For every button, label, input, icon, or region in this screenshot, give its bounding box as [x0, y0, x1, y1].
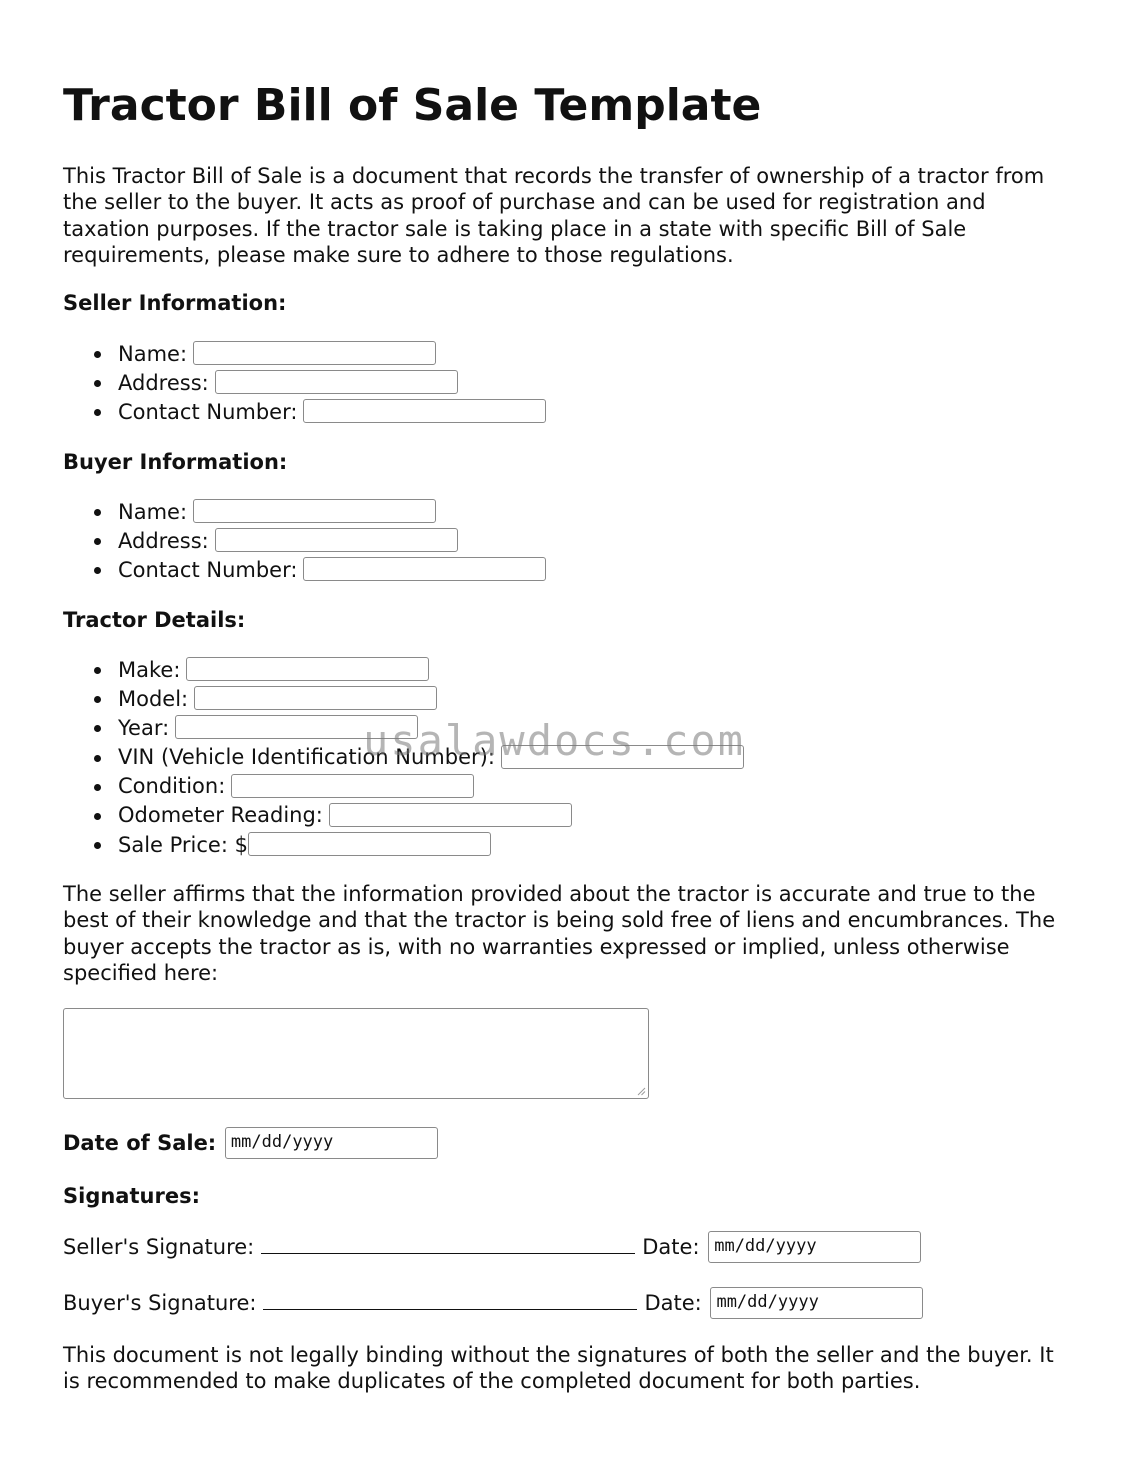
- buyer-fields: [63, 497, 546, 585]
- buyer-name-label: Name:: [118, 499, 188, 524]
- list-item: [63, 368, 546, 397]
- list-item: [63, 684, 744, 713]
- list-item: [63, 526, 546, 555]
- date-of-sale-label: Date of Sale:: [63, 1131, 217, 1155]
- list-item: [63, 801, 744, 830]
- buyer-contact-label: Contact Number:: [118, 557, 298, 582]
- seller-contact-input[interactable]: [303, 399, 546, 423]
- watermark: usalawdocs.com: [363, 716, 746, 765]
- buyer-signature-label: Buyer's Signature:: [63, 1291, 257, 1315]
- page-title: Tractor Bill of Sale Template: [63, 80, 762, 131]
- buyer-address-input[interactable]: [215, 528, 458, 552]
- condition-label: Condition:: [118, 774, 226, 799]
- seller-signature-row: [63, 1231, 921, 1263]
- make-label: Make:: [118, 657, 181, 682]
- list-item: [63, 743, 744, 772]
- list-item: [63, 497, 546, 526]
- list-item: [63, 713, 744, 742]
- seller-fields: [63, 339, 546, 427]
- buyer-signature-line[interactable]: [263, 1289, 637, 1310]
- buyer-address-label: Address:: [118, 528, 209, 553]
- list-item: [63, 772, 744, 801]
- seller-signature-line[interactable]: [261, 1233, 635, 1254]
- seller-contact-label: Contact Number:: [118, 399, 298, 424]
- sale-price-input[interactable]: [248, 832, 491, 856]
- seller-signature-date-input[interactable]: mm/dd/yyyy: [708, 1231, 921, 1263]
- seller-signature-label: Seller's Signature:: [63, 1235, 255, 1259]
- buyer-heading: Buyer Information:: [63, 450, 288, 474]
- model-label: Model:: [118, 686, 189, 711]
- condition-input[interactable]: [231, 774, 474, 798]
- date-of-sale-row: [63, 1127, 438, 1159]
- tractor-heading: Tractor Details:: [63, 608, 246, 632]
- seller-heading: Seller Information:: [63, 291, 287, 315]
- seller-name-label: Name:: [118, 341, 188, 366]
- list-item: [63, 397, 546, 426]
- year-input[interactable]: [175, 715, 418, 739]
- list-item: [63, 830, 744, 859]
- buyer-date-label: Date:: [644, 1291, 702, 1315]
- closing-paragraph: This document is not legally binding without the signatures of both the seller and the buyer. It is recommended to make duplicates of the completed document for both parties.: [63, 1343, 1054, 1394]
- vin-label: VIN (Vehicle Identification Number):: [118, 745, 495, 770]
- resize-grip-icon[interactable]: [636, 1086, 646, 1096]
- intro-paragraph: This Tractor Bill of Sale is a document that records the transfer of ownership of a tractor from the seller to the buyer. It acts as proof of purchase and can be used for registration and taxation purposes. If the tractor sale is taking place in a state with specific Bill of Sale requirements, please make sure to adhere to those regulations.: [63, 164, 1045, 267]
- signatures-heading: Signatures:: [63, 1184, 200, 1208]
- affirmation-paragraph: The seller affirms that the information provided about the tractor is accurate and true to the best of their knowledge and that the tractor is being sold free of liens and encumbrances. The buyer accepts the tractor as is, with no warranties expressed or implied, unless otherwise specified here:: [63, 882, 1056, 985]
- buyer-name-input[interactable]: [193, 499, 436, 523]
- buyer-contact-input[interactable]: [303, 557, 546, 581]
- vin-input[interactable]: [501, 745, 744, 769]
- warranty-notes-textarea[interactable]: [63, 1008, 649, 1099]
- seller-address-label: Address:: [118, 370, 209, 395]
- sale-price-label: Sale Price: $: [118, 832, 248, 857]
- list-item: [63, 339, 546, 368]
- buyer-signature-date-input[interactable]: mm/dd/yyyy: [710, 1287, 923, 1319]
- make-input[interactable]: [186, 657, 429, 681]
- buyer-signature-row: [63, 1287, 923, 1319]
- seller-address-input[interactable]: [215, 370, 458, 394]
- seller-date-label: Date:: [642, 1235, 700, 1259]
- odometer-input[interactable]: [329, 803, 572, 827]
- date-of-sale-input[interactable]: mm/dd/yyyy: [225, 1127, 438, 1159]
- list-item: [63, 555, 546, 584]
- tractor-fields: [63, 655, 744, 859]
- seller-name-input[interactable]: [193, 341, 436, 365]
- model-input[interactable]: [194, 686, 437, 710]
- odometer-label: Odometer Reading:: [118, 803, 323, 828]
- list-item: [63, 655, 744, 684]
- year-label: Year:: [118, 715, 170, 740]
